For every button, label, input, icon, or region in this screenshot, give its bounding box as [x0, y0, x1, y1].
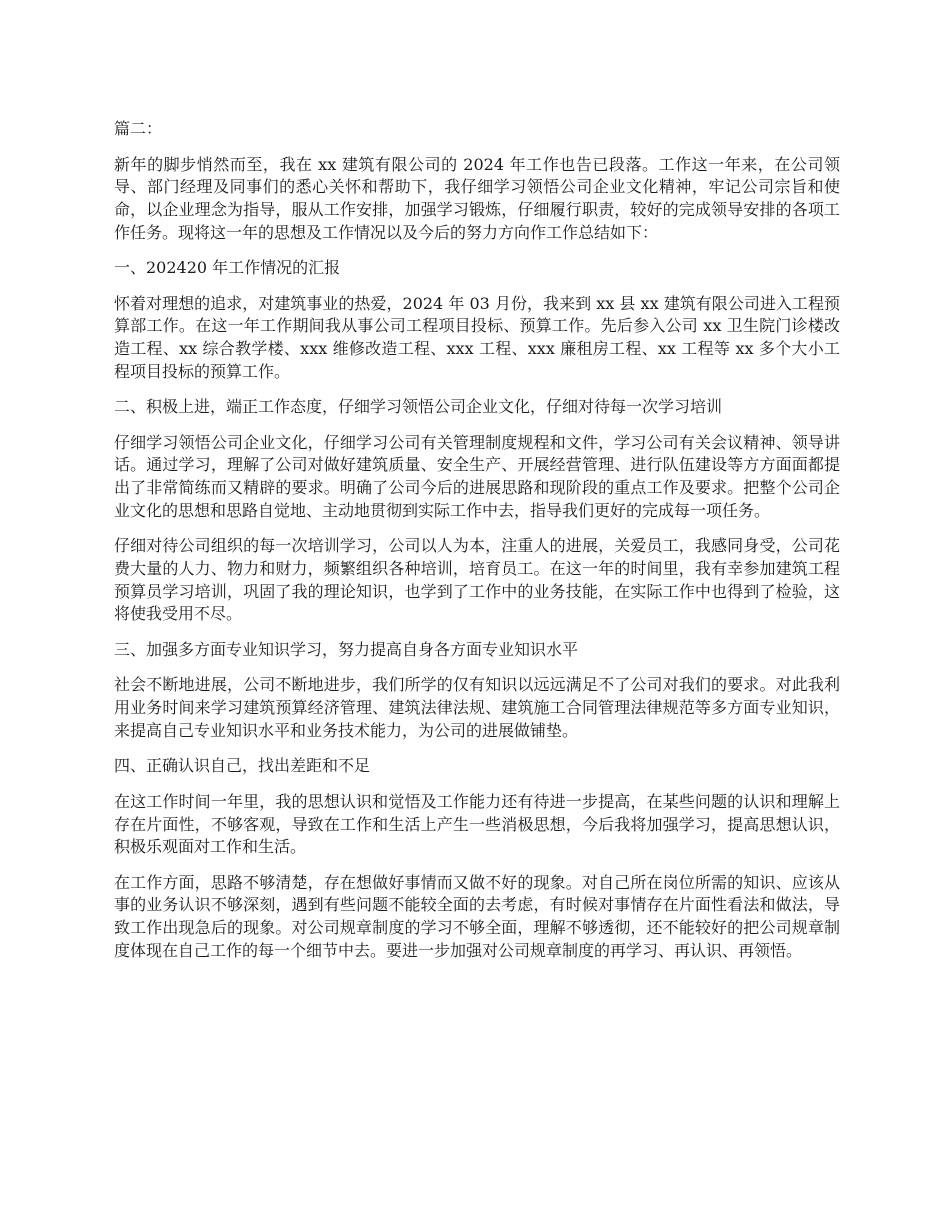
- section-1-paragraph: 怀着对理想的追求，对建筑事业的热爱，2024 年 03 月份，我来到 xx 县 xx 建筑有限公司进入工程预算部工作。在这一年工作期间我从事公司工程项目投标、预算工作。先后参入公司 xx 卫生院门诊楼改造工程、xx 综合教学楼、xxx 维修改造工程、xxx 工程、xxx 廉租房工程、xx 工程等 xx 多个大小工程项目投标的预算工作。: [114, 293, 840, 381]
- section-2-paragraph-1: 仔细学习领悟公司企业文化，仔细学习公司有关管理制度规程和文件，学习公司有关会议精神、领导讲话。通过学习，理解了公司对做好建筑质量、安全生产、开展经营管理、进行队伍建设等方方面面都提出了非常简练而又精辟的要求。明确了公司今后的进展思路和现阶段的重点工作及要求。把整个公司企业文化的思想和思路自觉地、主动地贯彻到实际工作中去，指导我们更好的完成每一项任务。: [114, 432, 840, 520]
- intro-paragraph: 新年的脚步悄然而至，我在 xx 建筑有限公司的 2024 年工作也告已段落。工作这一年来，在公司领导、部门经理及同事们的悉心关怀和帮助下，我仔细学习领悟公司企业文化精神，牢记公司宗旨和使命，以企业理念为指导，服从工作安排，加强学习锻炼，仔细履行职责，较好的完成领导安排的各项工作任务。现将这一年的思想及工作情况以及今后的努力方向作工作总结如下：: [114, 154, 840, 242]
- section-heading-2: 二、积极上进，端正工作态度，仔细学习领悟公司企业文化，仔细对待每一次学习培训: [114, 397, 723, 417]
- section-heading-3: 三、加强多方面专业知识学习，努力提高自身各方面专业知识水平: [114, 639, 579, 659]
- section-3-paragraph: 社会不断地进展，公司不断地进步，我们所学的仅有知识以远远满足不了公司对我们的要求。对此我利用业务时间来学习建筑预算经济管理、建筑法律法规、建筑施工合同管理法律规范等多方面专业知识，来提高自己专业知识水平和业务技术能力，为公司的进展做铺垫。: [114, 675, 840, 740]
- section-heading-4: 四、正确认识自己，找出差距和不足: [114, 756, 371, 776]
- section-4-paragraph-1: 在这工作时间一年里，我的思想认识和觉悟及工作能力还有待进一步提高，在某些问题的认识和理解上存在片面性，不够客观，导致在工作和生活上产生一些消极思想，今后我将加强学习，提高思想认识，积极乐观面对工作和生活。: [114, 791, 840, 857]
- section-heading-1: 一、202420 年工作情况的汇报: [114, 258, 341, 278]
- section-4-paragraph-2: 在工作方面，思路不够清楚，存在想做好事情而又做不好的现象。对自己所在岗位所需的知识、应该从事的业务认识不够深刻，遇到有些问题不能较全面的去考虑，有时候对事情存在片面性看法和做法，导致工作出现急后的现象。对公司规章制度的学习不够全面，理解不够透彻，还不能较好的把公司规章制度体现在自己工作的每一个细节中去。要进一步加强对公司规章制度的再学习、再认识、再领悟。: [114, 872, 840, 960]
- document-page: [114, 118, 840, 975]
- section-2-paragraph-2: 仔细对待公司组织的每一次培训学习，公司以人为本，注重人的进展，关爱员工，我感同身受，公司花费大量的人力、物力和财力，频繁组织各种培训，培育员工。在这一年的时间里，我有幸参加建筑工程预算员学习培训，巩固了我的理论知识，也学到了工作中的业务技能，在实际工作中也得到了检验，这将使我受用不尽。: [114, 536, 840, 624]
- section-label: 篇二：: [114, 119, 163, 138]
